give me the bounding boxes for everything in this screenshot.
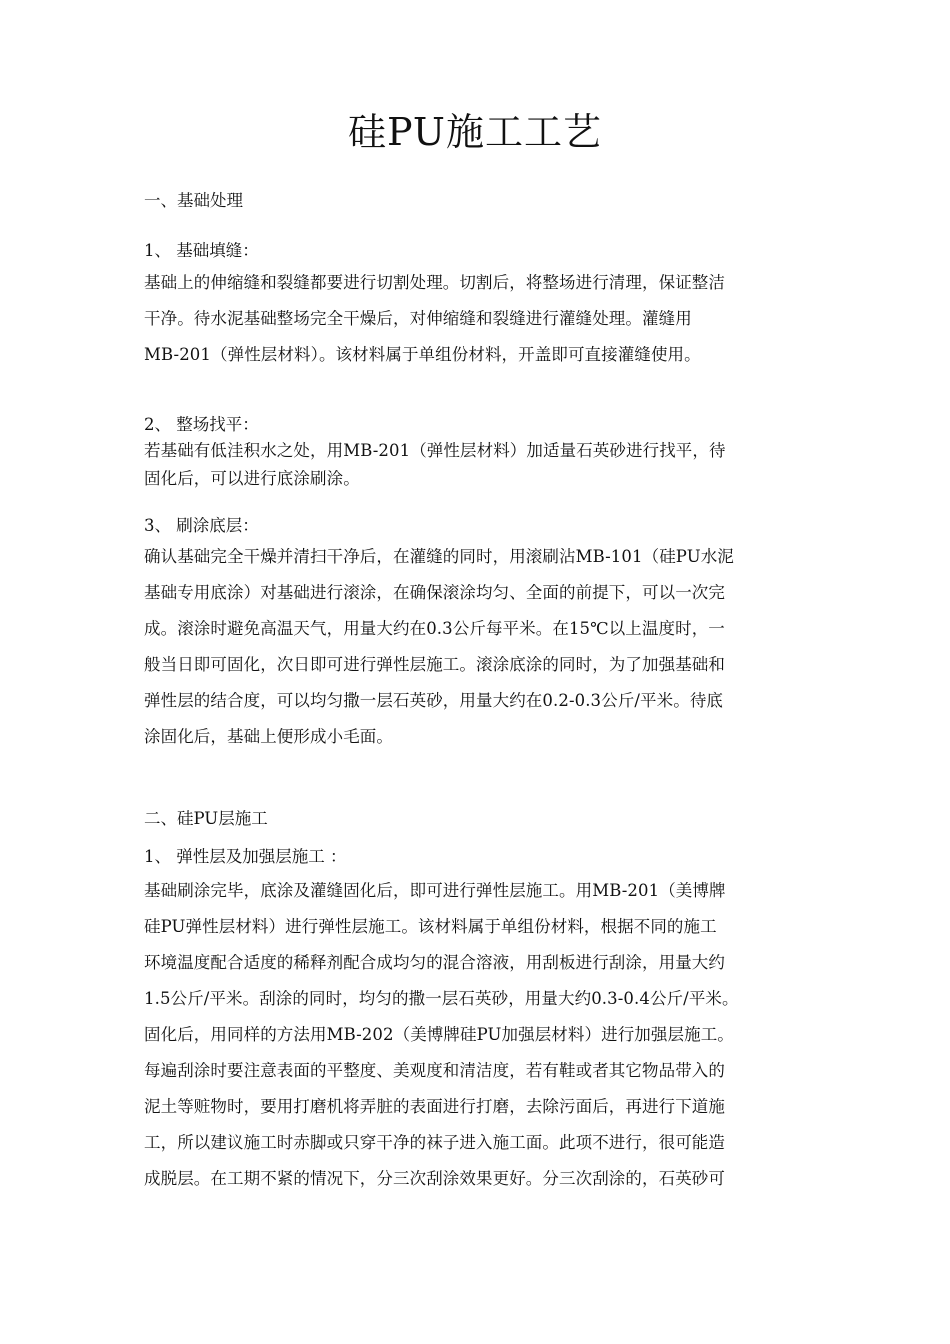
- text-line: 成脱层。在工期不紧的情况下，分三次刮涂效果更好。分三次刮涂的，石英砂可: [144, 1169, 725, 1188]
- text-line: 确认基础完全干燥并清扫干净后，在灌缝的同时，用滚刷沾MB-101（硅PU水泥: [144, 547, 734, 566]
- paragraph-elastic-layer: [144, 873, 814, 1197]
- text-line: 基础上的伸缩缝和裂缝都要进行切割处理。切割后，将整场进行清理，保证整洁: [144, 273, 725, 292]
- text-line: 成。滚涂时避免高温天气，用量大约在0.3公斤每平米。在15℃以上温度时，一: [144, 619, 725, 638]
- text-line: 泥土等赃物时，要用打磨机将弄脏的表面进行打磨，去除污面后，再进行下道施: [144, 1097, 725, 1116]
- step-heading-joint-filling: 1、 基础填缝：: [144, 241, 259, 260]
- step-heading-primer: 3、 刷涂底层：: [144, 516, 259, 535]
- paragraph-leveling: [144, 437, 814, 493]
- paragraph-joint-filling: [144, 265, 814, 373]
- text-line: 基础刷涂完毕，底涂及灌缝固化后，即可进行弹性层施工。用MB-201（美博牌: [144, 881, 726, 900]
- section-heading-foundation: 一、基础处理: [144, 191, 243, 210]
- document-title: 硅PU施工工艺: [348, 110, 602, 154]
- text-line: 1.5公斤/平米。刮涂的同时，均匀的撒一层石英砂，用量大约0.3-0.4公斤/平米。: [144, 989, 739, 1008]
- text-line: MB-201（弹性层材料）。该材料属于单组份材料，开盖即可直接灌缝使用。: [144, 345, 701, 364]
- text-line: 工，所以建议施工时赤脚或只穿干净的袜子进入施工面。此项不进行，很可能造: [144, 1133, 725, 1152]
- section-heading-silicon-pu: 二、硅PU层施工: [144, 809, 268, 828]
- text-line: 固化后，用同样的方法用MB-202（美博牌硅PU加强层材料）进行加强层施工。: [144, 1025, 734, 1044]
- text-line: 般当日即可固化，次日即可进行弹性层施工。滚涂底涂的同时，为了加强基础和: [144, 655, 725, 674]
- step-heading-elastic-layer: 1、 弹性层及加强层施工 ：: [144, 847, 347, 866]
- paragraph-primer: [144, 539, 814, 755]
- text-line: 每遍刮涂时要注意表面的平整度、美观度和清洁度，若有鞋或者其它物品带入的: [144, 1061, 725, 1080]
- text-line: 涂固化后，基础上便形成小毛面。: [144, 727, 393, 746]
- text-line: 若基础有低洼积水之处，用MB-201（弹性层材料）加适量石英砂进行找平，待: [144, 441, 726, 460]
- text-line: 环境温度配合适度的稀释剂配合成均匀的混合溶液，用刮板进行刮涂，用量大约: [144, 953, 725, 972]
- text-line: 干净。待水泥基础整场完全干燥后，对伸缩缝和裂缝进行灌缝处理。灌缝用: [144, 309, 692, 328]
- text-line: 硅PU弹性层材料）进行弹性层施工。该材料属于单组份材料，根据不同的施工: [144, 917, 717, 936]
- text-line: 固化后，可以进行底涂刷涂。: [144, 469, 360, 488]
- text-line: 弹性层的结合度，可以均匀撒一层石英砂，用量大约在0.2-0.3公斤/平米。待底: [144, 691, 724, 710]
- step-heading-leveling: 2、 整场找平：: [144, 415, 259, 434]
- text-line: 基础专用底涂）对基础进行滚涂，在确保滚涂均匀、全面的前提下，可以一次完: [144, 583, 725, 602]
